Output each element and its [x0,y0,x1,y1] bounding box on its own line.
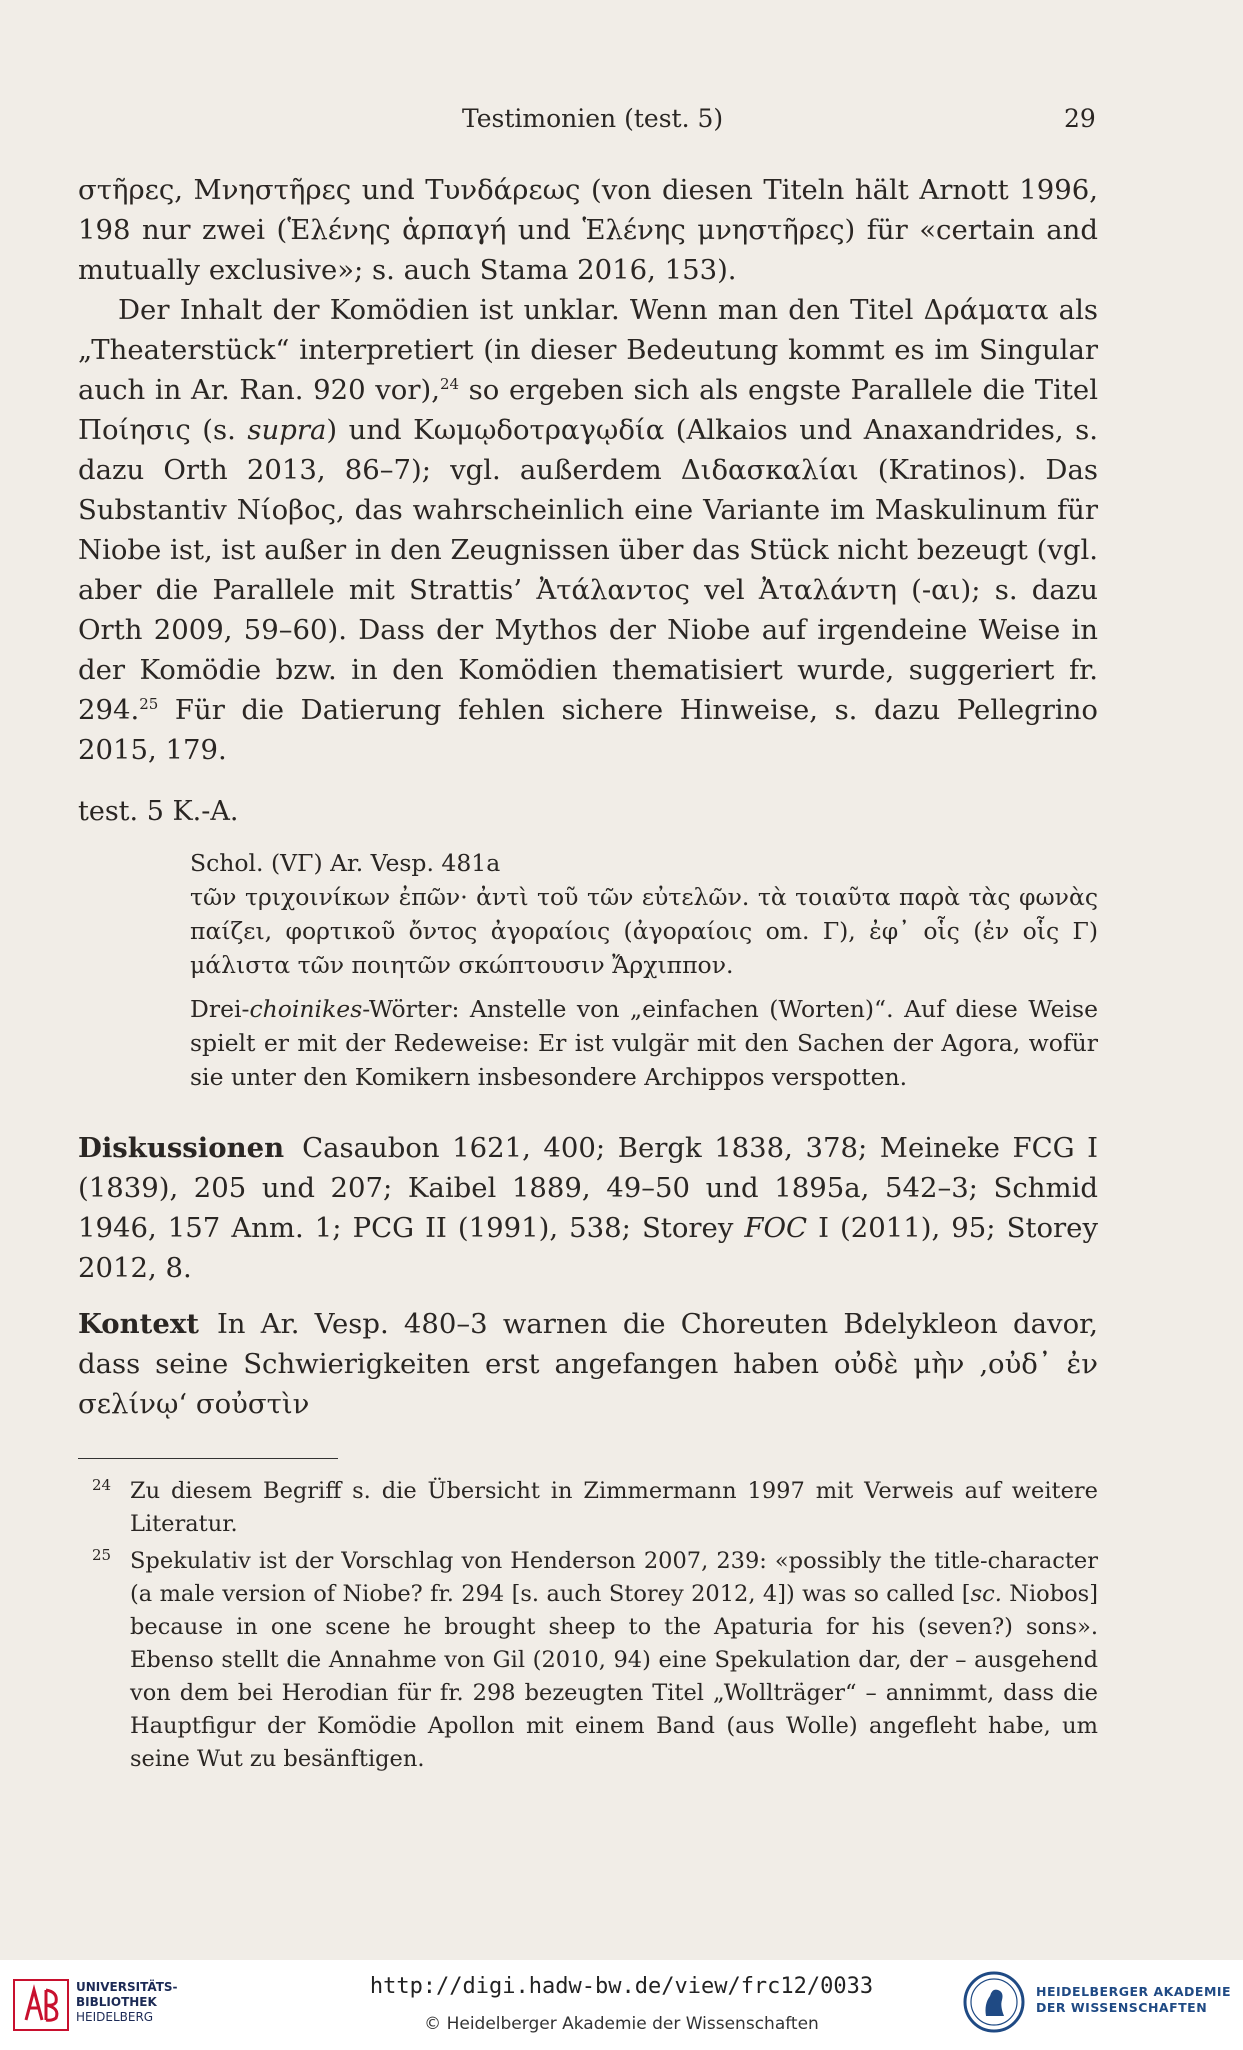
footnote-ref-25[interactable]: 25 [139,694,159,713]
footnote-rule [78,1458,338,1459]
footnotes [78,1475,1098,1776]
running-header [0,98,1243,138]
paragraph-2-text-b: so ergeben sich als engste Parallele die Titel Ποίησις (s. [78,374,1098,446]
footnote-ref-24[interactable]: 24 [439,374,460,393]
uni-line-2: BIBLIOTHEK [76,1995,157,2009]
running-title: Testimonien (test. 5) [462,104,724,133]
paragraph-2-text-c: ) und Κωμῳδοτραγῳδία (Alkaios und Anaxandrides, s. dazu Orth 2013, 86–7); vgl. außerdem Διδασκαλίαι (Kratinos). Das Substantiv Νίοβος, das wahrscheinlich eine Variante im Maskulinum für Niobe ist, ist außer in den Zeugnissen über das Stück nicht bezeugt (vgl. aber die Parallele mit Strattis’ Ἀτάλαντος vel Ἀταλάντη (-αι); s. dazu Orth 2009, 59–60). Dass der Mythos der Niobe auf irgendeine Weise in der Komödie bzw. in den Komödien thematisiert wurde, suggeriert fr. 294. [78,414,1098,726]
main-text [78,170,1098,1780]
diskussionen-section [78,1128,1098,1288]
diskussionen-italic: FOC [744,1212,808,1244]
academy-line-2: DER WISSENSCHAFTEN [1036,2000,1208,2015]
footnote-25 [78,1545,1098,1776]
diskussionen-label: Diskussionen [78,1132,285,1164]
diskussionen-text-b: I (2011), 95; Storey 2012, 8. [78,1212,1098,1284]
kontext-text: In Ar. Vesp. 480–3 warnen die Choreuten Bdelykleon davor, dass seine Schwierigkeiten erst angefangen haben οὐδὲ μὴν ‚οὐδ᾽ ἐν σελίνῳ‘ σοὐστὶν [78,1308,1098,1420]
paragraph-2 [78,290,1098,770]
digital-copy-link[interactable]: http://digi.hadw-bw.de/view/frc12/0033 [369,1974,874,1999]
scholion-greek: τῶν τριχοινίκων ἐπῶν· ἀντὶ τοῦ τῶν εὐτελῶν. τὰ τοιαῦτα παρὰ τὰς φωνὰς παίζει, φορτικοῦ ὄντος ἀγοραίοις (ἀγοραίοις om. Γ), ἐφ᾽ οἷς (ἐν οἷς Γ) μάλιστα τῶν ποιητῶν σκώπτουσιν Ἄρχιππον. [190,883,1098,979]
kontext-label: Kontext [78,1308,199,1340]
testimonium-title: test. 5 K.-A. [78,796,239,827]
paragraph-2-text-d: Für die Datierung fehlen sichere Hinweise, s. dazu Pellegrino 2015, 179. [78,694,1098,766]
translation-italic: choinikes [249,995,363,1023]
supra-italic: supra [247,414,327,446]
footnote-text-a: Spekulativ ist der Vorschlag von Henderson 2007, 239: «possibly the title-character (a male version of Niobe? fr. 294 [s. auch Storey 2012, 4]) was so called [ [130,1548,1098,1607]
page-number: 29 [1064,104,1096,133]
academy-seal-icon [962,1970,1026,2034]
translation-pre: Drei- [190,995,250,1023]
footnote-number: 24 [92,1476,112,1494]
translation-post: -Wörter: Anstelle von „einfachen (Worten)“. Auf diese Weise spielt er mit der Redeweise: Er ist vulgär mit den Sachen der Agora, wofür sie unter den Komikern insbesondere Archippos verspotten. [190,995,1098,1091]
paragraph-2-text-a: Der Inhalt der Komödien ist unklar. Wenn man den Titel Δράματα als „Theaterstück“ interpretiert (in dieser Bedeutung kommt es im Singular auch in Ar. Ran. 920 vor), [78,294,1098,406]
academy-line-1: HEIDELBERGER AKADEMIE [1036,1984,1232,1999]
academy-name [1036,1984,1231,2016]
footnote-italic: sc. [970,1581,1002,1607]
copyright-notice: © Heidelberger Akademie der Wissenschaften [424,2014,819,2034]
uni-line-1: UNIVERSITÄTS- [76,1980,178,1994]
footnote-24 [78,1475,1098,1541]
scholion-block [190,846,1098,1094]
footnote-text-b: Niobos] because in one scene he brought sheep to the Apaturia for his (seven?) sons». Ebenso stellt die Annahme von Gil (2010, 94) eine Spekulation dar, der – ausgehend von dem bei Herodian für fr. 298 bezeugten Titel „Wollträger“ – annimmt, dass die Hauptfigur der Komödie Apollon mit einem Band (aus Wolle) angefleht habe, um seine Wut zu besänftigen. [130,1581,1098,1772]
scholion-source: Schol. (VΓ) Ar. Vesp. 481a [190,849,501,877]
diskussionen-text-a: Casaubon 1621, 400; Bergk 1838, 378; Meineke FCG I (1839), 205 und 207; Kaibel 1889, 49–50 und 1895a, 542–3; Schmid 1946, 157 Anm. 1; PCG II (1991), 538; Storey [78,1132,1098,1244]
footnote-number: 25 [92,1546,112,1564]
paragraph-1 [78,170,1098,290]
uni-line-3: HEIDELBERG [76,2010,154,2024]
paragraph-1-text: στῆρες, Μνηστῆρες und Τυνδάρεως (von diesen Titeln hält Arnott 1996, 198 nur zwei (Ἑλένης ἁρπαγή und Ἑλένης μνηστῆρες) für «certain and mutually exclusive»; s. auch Stama 2016, 153). [78,174,1098,286]
digitization-footer [0,1960,1243,2050]
footnote-text: Zu diesem Begriff s. die Übersicht in Zimmermann 1997 mit Verweis auf weitere Literatur. [130,1478,1098,1537]
scholion-translation [190,992,1098,1094]
kontext-section [78,1304,1098,1424]
